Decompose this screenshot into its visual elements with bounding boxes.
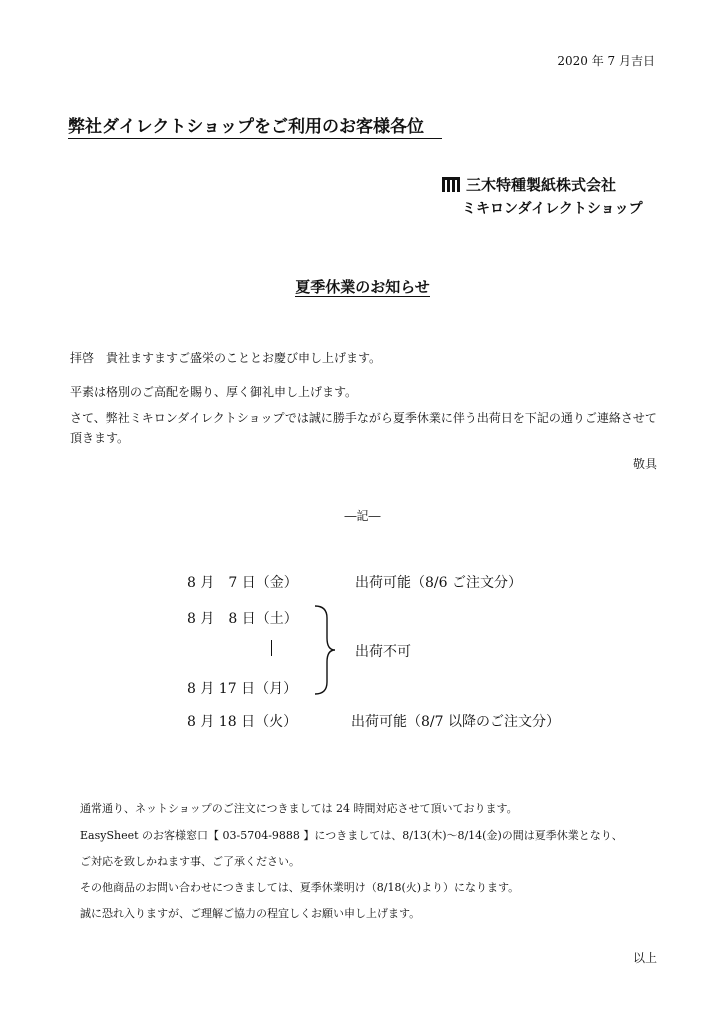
schedule-status-1: 出荷可能（8/6 ご注文分） (355, 575, 522, 591)
note-line-3: ご対応を致しかねます事、ご了承ください。 (80, 855, 300, 868)
company-name-row (442, 174, 643, 194)
paragraph-1: 平素は格別のご高配を賜り、厚く御礼申し上げます。 (70, 385, 358, 399)
schedule-status-4: 出荷可能（8/7 以降のご注文分） (351, 714, 560, 730)
schedule-status-closed: 出荷不可 (355, 644, 411, 660)
schedule-date-3: 8 月 17 日（月） (187, 681, 298, 697)
notice-title (0, 276, 725, 297)
company-name: 三木特種製紙株式会社 (466, 175, 617, 194)
mikiron-logo-icon (442, 177, 460, 192)
paragraph-2: さて、弊社ミキロンダイレクトショップでは誠に勝手ながら夏季休業に伴う出荷日を下記の通りご連絡させて頂きます。 (70, 411, 657, 445)
schedule-date-1: 8 月 7 日（金） (187, 575, 298, 591)
sender-block (442, 174, 643, 218)
shop-name: ミキロンダイレクトショップ (462, 201, 643, 217)
brace-icon (313, 604, 337, 696)
letter-date: 2020 年 7 月吉日 (557, 54, 655, 68)
range-bar (271, 640, 272, 656)
closing-keigu: 敬具 (632, 457, 657, 471)
schedule-date-2: 8 月 8 日（土） (187, 611, 298, 627)
note-line-4: その他商品のお問い合わせにつきましては、夏季休業明け（8/18(火)より）になります。 (80, 881, 520, 894)
ki-marker: ―記― (344, 509, 381, 523)
note-line-2: EasySheet のお客様窓口【 03-5704-9888 】につきましては、8/13(木)～8/14(金)の間は夏季休業となり、 (80, 829, 623, 842)
schedule-date-4: 8 月 18 日（火） (187, 714, 298, 730)
recipient-heading: 弊社ダイレクトショップをご利用のお客様各位 (68, 112, 442, 139)
notice-title-text: 夏季休業のお知らせ (295, 278, 430, 296)
note-line-5: 誠に恐れ入りますが、ご理解ご協力の程宜しくお願い申し上げます。 (80, 907, 421, 920)
note-line-1: 通常通り、ネットショップのご注文につきましては 24 時間対応させて頂いております。 (80, 802, 518, 815)
greeting: 拝啓 貴社ますますご盛栄のこととお慶び申し上げます。 (70, 351, 382, 365)
closing-ijou: 以上 (632, 951, 657, 965)
